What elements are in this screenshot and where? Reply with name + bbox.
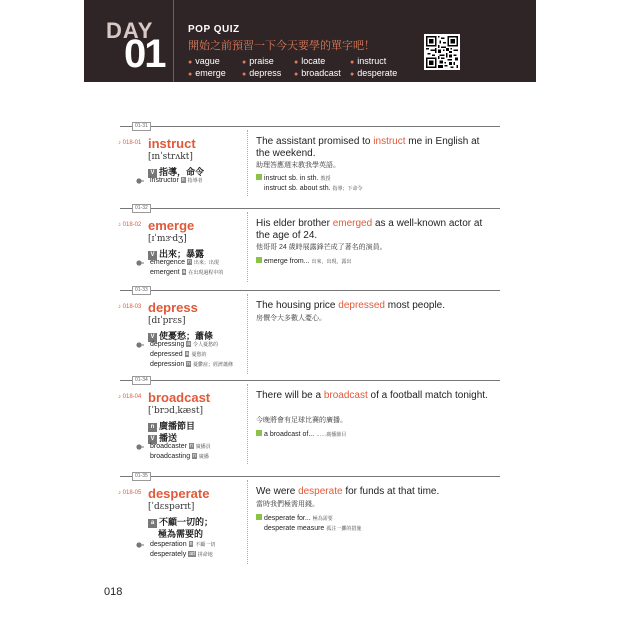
phrase-list <box>256 514 361 534</box>
quiz-word: ● vague <box>188 56 220 66</box>
pronunciation: [ɪnˈstrʌkt] <box>148 152 193 162</box>
headword: desperate <box>148 486 210 501</box>
meaning-line: 極為需要的 <box>158 529 204 539</box>
bullet-icon: ● <box>294 59 299 66</box>
day-number: 01 <box>124 32 165 76</box>
pos-tag: V <box>148 333 157 342</box>
highlighted-word: broadcast <box>323 390 368 401</box>
column-divider <box>247 294 248 374</box>
pos-tag: a <box>148 519 157 528</box>
derivative: instructor n 指導者 <box>150 177 203 184</box>
sentence-translation: 房價令大多數人憂心。 <box>256 315 326 322</box>
pronunciation: [ˈdɛspərɪt] <box>148 502 195 512</box>
derivative: depression n 憂鬱症；經濟蕭條 <box>150 361 234 368</box>
phrase: instruct sb. about sth. 指導；下命令 <box>264 185 363 192</box>
meaning: 出來；暴露 <box>159 249 205 259</box>
derivative-icon <box>136 342 144 348</box>
example-sentence: We were desperate for funds at that time. <box>256 486 440 497</box>
meaning: 播送 <box>159 433 178 443</box>
track-number: 01-32 <box>132 204 151 213</box>
pos-tag: V <box>148 251 157 260</box>
track-number: 01-35 <box>132 472 151 481</box>
example-sentence: The assistant promised to instruct me in English at the weekend. <box>256 136 480 159</box>
pos-tag: V <box>148 435 157 444</box>
entry-divider <box>120 476 500 477</box>
derivative: emergent a 在出現過程中的 <box>150 269 224 276</box>
audio-ref[interactable]: ♪ 018-03 <box>118 304 142 310</box>
highlighted-word: desperate <box>298 486 343 497</box>
derivative-icon <box>136 542 144 548</box>
derivative: depressing a 令人憂愁的 <box>150 341 219 348</box>
phrase-list <box>256 430 346 440</box>
day-badge <box>84 0 174 82</box>
column-divider <box>247 212 248 282</box>
vocab-entry <box>118 123 500 206</box>
audio-ref[interactable]: ♪ 018-05 <box>118 490 142 496</box>
meaning: 指導，命令 <box>159 167 205 177</box>
column-divider <box>247 130 248 196</box>
bullet-icon: ● <box>350 59 355 66</box>
sentence-translation: 今晚將會有足球比賽的廣播。 <box>256 417 347 424</box>
quiz-word: ● instruct <box>350 56 387 66</box>
bullet-icon: ● <box>242 59 247 66</box>
highlighted-word: instruct <box>373 136 406 147</box>
derivative: broadcasting n 廣播 <box>150 453 209 460</box>
column-divider <box>247 384 248 464</box>
column-divider <box>247 480 248 564</box>
quiz-title: POP QUIZ <box>188 24 240 35</box>
track-number: 01-31 <box>132 122 151 131</box>
headword: instruct <box>148 136 196 151</box>
vocab-entry <box>118 205 500 288</box>
example-sentence: The housing price depressed most people. <box>256 300 446 311</box>
derivative-list <box>150 176 203 186</box>
quiz-word: ● depress <box>242 68 282 78</box>
track-number: 01-34 <box>132 376 151 385</box>
quiz-subtitle: 開始之前預習一下今天要學的單字吧！ <box>188 40 375 52</box>
meaning: 使憂愁；蕭條 <box>159 331 214 341</box>
phrase-marker-icon <box>256 257 262 263</box>
bullet-icon: ● <box>350 71 355 78</box>
phrase: a broadcast of... ……廣播節目 <box>256 430 346 440</box>
quiz-word: ● praise <box>242 56 274 66</box>
example-sentence: His elder brother emerged as a well-known actor at the age of 24. <box>256 218 483 241</box>
track-number: 01-33 <box>132 286 151 295</box>
headword: broadcast <box>148 390 211 405</box>
phrase-list <box>256 257 352 267</box>
quiz-word: ● locate <box>294 56 326 66</box>
derivative: desperately ad 拼命地 <box>150 551 213 558</box>
derivative: emergence n 出來；出現 <box>150 259 219 266</box>
vocab-entry <box>118 377 500 468</box>
bullet-icon: ● <box>294 71 299 78</box>
entry-divider <box>120 380 500 381</box>
qr-code-icon[interactable] <box>424 34 460 70</box>
derivative-list <box>150 340 233 370</box>
vocab-entry <box>118 287 500 378</box>
sentence-translation: 當時我們極需用錢。 <box>256 501 319 508</box>
derivative-icon <box>136 260 144 266</box>
derivative-list <box>150 540 215 560</box>
headword: depress <box>148 300 198 315</box>
phrase: emerge from... 出來，出現，露出 <box>256 257 352 267</box>
pronunciation: [ˈbrɔdˌkæst] <box>148 406 203 416</box>
example-sentence: There will be a broadcast of a football match tonight. <box>256 390 488 401</box>
derivative: broadcaster n 廣播員 <box>150 443 211 450</box>
bullet-icon: ● <box>242 71 247 78</box>
day-label: DAY <box>106 18 154 43</box>
meaning: 廣播節目 <box>159 421 196 431</box>
derivative-list <box>150 258 223 278</box>
derivative-icon <box>136 178 144 184</box>
pos-tag: V <box>148 169 157 178</box>
quiz-word: ● desperate <box>350 68 398 78</box>
pronunciation: [ɪˈmɝdʒ] <box>148 234 187 244</box>
highlighted-word: depressed <box>338 300 385 311</box>
phrase-list <box>256 174 363 194</box>
derivative: desperation n 不顧一切 <box>150 541 216 548</box>
highlighted-word: emerged <box>332 218 373 229</box>
day-header <box>84 0 536 82</box>
derivative-icon <box>136 444 144 450</box>
meaning: 不顧一切的； <box>159 517 214 527</box>
entry-divider <box>120 290 500 291</box>
entry-divider <box>120 126 500 127</box>
phrase-marker-icon <box>256 514 262 520</box>
quiz-word: ● emerge <box>188 68 226 78</box>
audio-ref[interactable]: ♪ 018-02 <box>118 222 142 228</box>
phrase: desperate for... 極為需要 <box>256 514 361 524</box>
phrase: desperate measure 孤注一擲的措施 <box>264 525 362 532</box>
sentence-translation: 他哥哥 24 歲時展露鋒芒成了著名的演員。 <box>256 244 387 251</box>
phrase-marker-icon <box>256 430 262 436</box>
derivative-list <box>150 442 211 462</box>
quiz-word-list <box>188 56 408 78</box>
audio-ref[interactable]: ♪ 018-01 <box>118 140 142 146</box>
derivative: depressed a 憂愁的 <box>150 351 207 358</box>
entry-divider <box>120 208 500 209</box>
quiz-word: ● broadcast <box>294 68 341 78</box>
bullet-icon: ● <box>188 71 193 78</box>
audio-ref[interactable]: ♪ 018-04 <box>118 394 142 400</box>
page-number: 018 <box>104 586 123 598</box>
bullet-icon: ● <box>188 59 193 66</box>
pronunciation: [dɪˈprɛs] <box>148 316 186 326</box>
pos-tag: n <box>148 423 157 432</box>
vocab-entry <box>118 473 500 568</box>
phrase-marker-icon <box>256 174 262 180</box>
phrase: instruct sb. in sth. 教授 <box>256 174 363 184</box>
sentence-translation: 助理答應週末教我學英語。 <box>256 162 340 169</box>
headword: emerge <box>148 218 195 233</box>
